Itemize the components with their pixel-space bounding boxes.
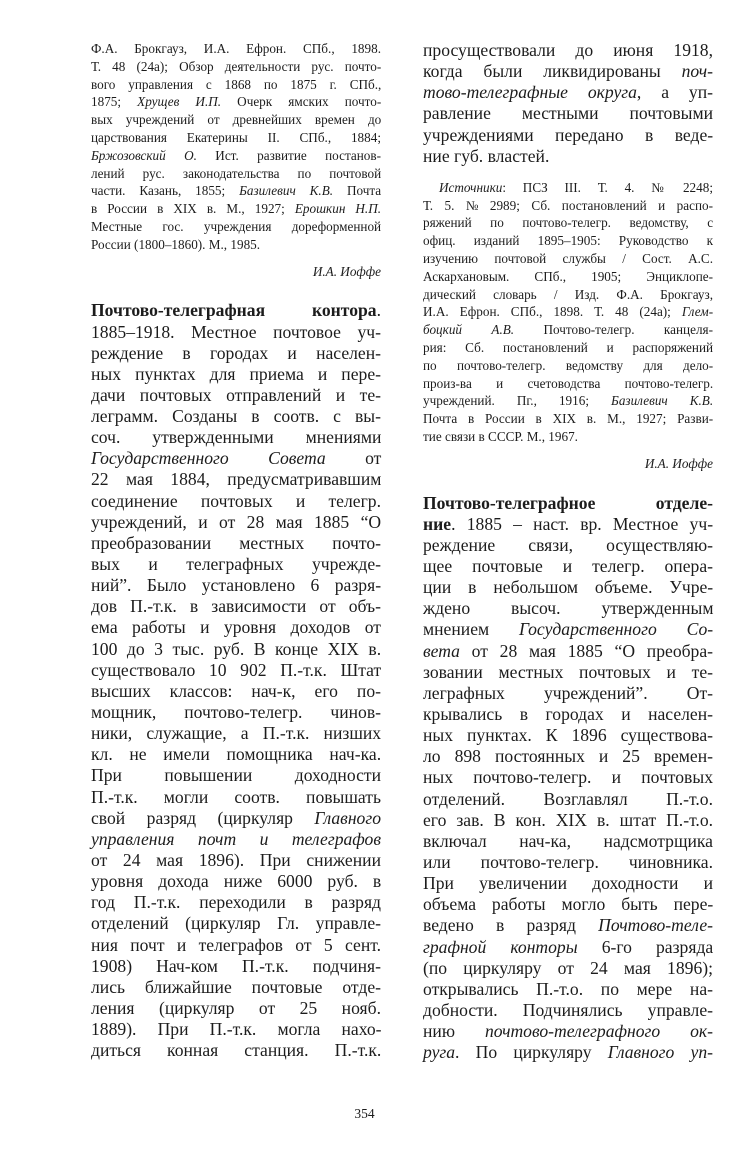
text-line [91,165,381,183]
text-line [423,82,713,103]
text-run: тие связи в СССР. М., 1967. [423,429,578,444]
text-run: учреждениями передано в веде- [423,124,714,145]
italic-text: управления почт и телеграфов [91,828,381,849]
text-line [423,598,713,619]
text-run: от [325,448,382,469]
text-line [423,619,713,640]
text-run: 1875; [91,94,138,110]
article-title: Почтово-телеграфная контора [91,300,377,321]
text-line [91,871,381,892]
text-run: . [376,300,381,321]
text-line [423,535,713,556]
text-run: дачи почтовых отправлений и те- [91,384,381,405]
text-run: преобразовании местных почто- [91,532,381,553]
left-column [91,40,381,1061]
text-line [423,125,713,146]
text-line [423,232,713,250]
text-run: царствования Екатерины II. СПб., 1884; [91,129,381,145]
text-line [91,596,381,617]
text-line [91,322,381,343]
article-continued [423,40,713,167]
italic-text: Ерошкин Н.П. [294,201,382,217]
text-line [423,197,713,215]
text-run: дов П.-т.к. в зависимости от объ- [91,596,381,617]
text-run: крывались в городах и населен- [423,704,713,724]
text-run: П.-т.к. могли соотв. повышать [91,786,381,807]
text-run: равление местными почтовыми [423,103,713,124]
text-run: кл. не имели помощника нач-ка. [91,744,382,765]
right-column [423,40,713,1063]
italic-text: Источники [439,179,503,195]
references-continued [91,40,381,254]
italic-text: руга [423,1042,456,1063]
text-run: соединение почтовых и телегр. [91,490,381,511]
text-run: объема работы могло быть пере- [423,894,714,915]
text-run: Почта в России в XIX в. М., 1927; Разви- [423,411,714,427]
text-line [91,58,381,76]
text-line [423,214,713,232]
text-run: от 28 мая 1885 “О преобра- [459,640,714,661]
text-run: ний”. Было установлено 6 разря- [91,575,382,596]
text-line [91,554,381,575]
text-run: ряжений по почтово-телегр. ведомству, с [423,215,714,231]
text-run: ждено высоч. утвержденным [423,598,714,619]
text-run: открывались П.-т.о. по мере на- [423,978,713,999]
text-line [423,375,713,393]
article-pochtovo-telegrafnoe-otdelenie [423,493,713,1064]
author-signature: И.А. Иоффе [312,263,381,279]
text-run: вых учреждений от древнейших времен до [91,112,382,128]
text-line [423,61,713,82]
author-signature: И.А. Иоффе [644,455,713,471]
italic-text: Государственного Совета [91,448,326,469]
text-run: уровня дохода ниже 6000 руб. в [91,871,382,892]
text-line [423,428,713,446]
text-line [423,556,713,577]
text-line [423,303,713,321]
text-run: 22 мая 1884, предусматривавшим [91,469,382,490]
text-run: нию [423,1021,485,1042]
italic-text: боцкий А.В. [423,322,515,338]
text-line [423,979,713,1000]
italic-text: Хрущев И.П. [137,94,222,110]
sources-list [423,179,713,446]
italic-text: Почтово-теле- [598,915,713,936]
text-run: 6-го разряда [577,936,714,957]
text-line [91,787,381,808]
text-line [91,147,381,165]
text-line [423,831,713,852]
text-line [423,810,713,831]
text-line [91,364,381,385]
text-line [423,103,713,124]
text-run: добности. Подчинялись управле- [423,999,713,1020]
text-line [423,146,713,167]
text-run: ники, служащие, а П.-т.к. низших [91,723,382,744]
text-line [423,493,713,514]
text-line [423,683,713,704]
text-line [423,392,713,410]
article-title: Почтово-телеграфное отделе- [423,492,713,513]
text-line [91,76,381,94]
text-line [91,512,381,533]
text-run: просуществовали до июня 1918, [423,40,713,60]
article-pochtovo-telegrafnaya-kontora [91,300,381,1061]
italic-text: Бржозовский О. [91,147,197,163]
text-run: ема работы и уровня доходов от [91,617,381,638]
text-line [423,1021,713,1042]
text-line [423,852,713,873]
text-run: учреждений, и от 28 мая 1885 “О [91,511,382,532]
text-run: леграмм. Созданы в соотв. с вы- [91,406,381,427]
text-run: леграфных учреждений”. От- [423,682,713,703]
text-line [423,339,713,357]
text-run: дический словарь / Изд. Ф.А. Брокгауз, [423,286,713,302]
italic-text: поч- [681,61,713,82]
text-run: 1889). При П.-т.к. могла нахо- [91,1019,382,1040]
text-line [91,575,381,596]
text-line [91,427,381,448]
text-run: , а уп- [636,82,713,103]
text-run: щее почтовые и телегр. опера- [423,556,713,577]
text-line [91,1040,381,1061]
italic-text: почтово-телеграфного ок- [484,1021,714,1042]
text-line [423,662,713,683]
text-line [91,236,381,254]
text-run: Почтово-телегр. канцеля- [514,322,713,338]
text-line [91,723,381,744]
text-run: Местные гос. учреждения дореформенной [91,218,382,234]
text-run: учреждений. Пг., 1916; [423,393,612,409]
text-run: И.А. Ефрон. СПб., 1898. Т. 48 (24а); [423,304,682,320]
italic-text: Главного [314,807,381,828]
text-run: ло 898 постоянных и 25 времен- [423,746,714,767]
text-run: рия: Сб. постановлений и распоряжений [423,340,714,356]
italic-text: Главного уп- [607,1042,713,1063]
text-run: Т. 48 (24а); Обзор деятельности рус. почто- [91,58,382,74]
text-line [423,873,713,894]
text-run: свой разряд (циркуляр [91,807,315,828]
text-line [91,93,381,111]
text-run: Т. 5. № 2989; Сб. постановлений и распо- [423,197,713,213]
text-run: диться конная станция. П.-т.к. [91,1040,382,1061]
text-run: 100 до 3 тыс. руб. В конце XIX в. [91,638,382,659]
text-run: Аскархановым. СПб., 1905; Энциклопе- [423,268,713,284]
text-run: При повышении доходности [91,765,381,786]
text-line [91,533,381,554]
text-run: ных почтово-телегр. и почтовых [423,767,713,788]
text-run: включал нач-ка, надсмотрщика [423,830,713,851]
text-run: офиц. изданий 1895–1905: Руководство к [423,233,713,249]
text-line [423,250,713,268]
text-line [91,111,381,129]
text-line [91,998,381,1019]
text-run: от 24 мая 1896). При снижении [91,850,381,871]
text-run: зовании местных почтовых и те- [423,661,713,682]
text-line [91,406,381,427]
italic-text: графной конторы [423,936,578,957]
text-line [423,321,713,339]
text-line [423,746,713,767]
text-line [423,268,713,286]
text-run: ных пунктах. К 1896 существова- [423,725,713,746]
text-line [423,1042,713,1063]
text-line [91,744,381,765]
text-run: мнением [423,619,520,640]
text-run: 1885–1918. Местное почтовое уч- [91,321,381,342]
text-run: в России в XIX в. М., 1927; [91,201,295,217]
text-run: отделений. Возглавлял П.-т.о. [423,788,713,809]
text-run: изучению почтовой службы / Сост. А.С. [423,251,714,267]
text-line [423,514,713,535]
text-run: лись ближайшие почтовые отде- [91,976,381,997]
text-line [91,639,381,660]
italic-text: Государственного Со- [519,619,714,640]
text-line [91,660,381,681]
text-run: вых и телеграфных учрежде- [91,554,381,575]
text-run: ведено в разряд [423,915,599,936]
page-number: 354 [354,1106,375,1121]
text-run: ния почт и телеграфов от 5 сент. [91,934,381,955]
text-line [91,385,381,406]
text-line [91,977,381,998]
text-line [423,357,713,375]
text-line [423,915,713,936]
text-line [91,343,381,364]
text-run: России (1800–1860). М., 1985. [91,236,261,252]
text-line [91,491,381,512]
text-run: лений рус. законодательства по почтовой [91,165,382,181]
text-line [91,200,381,218]
text-line [423,704,713,725]
text-line [423,958,713,979]
text-run: Ист. развитие постанов- [196,147,381,163]
text-line [91,129,381,147]
text-line [423,725,713,746]
text-line [91,935,381,956]
text-line [423,937,713,958]
text-run: Ф.А. Брокгауз, И.А. Ефрон. СПб., 1898. [91,41,381,56]
text-line [423,641,713,662]
text-run: . По циркуляру [455,1042,608,1063]
text-line [423,577,713,598]
text-run: или почтово-телегр. чиновника. [423,851,713,872]
text-line [91,40,381,58]
text-run: При увеличении доходности и [423,873,713,894]
article-title: ние [423,513,452,534]
text-run: соч. утвержденными мнениями [91,427,382,448]
text-line [91,829,381,850]
text-line [423,179,713,197]
text-line [91,702,381,723]
text-run: высших классов: нач-к, его по- [91,680,381,701]
text-run: когда были ликвидированы [423,61,682,82]
text-line [91,1019,381,1040]
text-run: ных пунктах для приема и пере- [91,363,381,384]
text-line [91,956,381,977]
text-line [91,218,381,236]
text-run: : ПСЗ III. Т. 4. № 2248; [502,179,713,195]
text-line [423,789,713,810]
text-line [423,286,713,304]
text-run: отделений (циркуляр Гл. управле- [91,913,381,934]
text-run: реждение связи, осуществляю- [423,534,713,555]
italic-text: Базилевич К.В. [611,393,714,409]
text-line [423,40,713,61]
italic-text: вета [423,640,460,661]
text-run: (по циркуляру от 24 мая 1896); [423,957,713,978]
text-run: части. Казань, 1855; [91,183,240,199]
text-run: Очерк ямских почто- [221,94,382,110]
text-run: вого управления с 1868 по 1875 г. СПб., [91,76,382,92]
text-run: произ-ва и счетоводства почтово-телегр. [423,375,714,391]
text-run: ции в небольшом объеме. Учре- [423,577,714,598]
text-line [423,410,713,428]
text-line [91,300,381,321]
text-line [423,767,713,788]
text-line [91,681,381,702]
text-run: ние губ. властей. [423,145,550,166]
text-line [91,850,381,871]
text-run: 1908) Нач-ком П.-т.к. подчиня- [91,955,381,976]
text-run: его зав. В кон. XIX в. штат П.-т.о. [423,809,714,830]
text-line [91,469,381,490]
text-line [91,448,381,469]
italic-text: Глем- [681,304,714,320]
text-run: год П.-т.к. переходили в разряд [91,892,381,913]
text-line [91,765,381,786]
text-line [91,617,381,638]
text-line [423,1000,713,1021]
text-run: Почта [333,183,382,199]
text-run: ления (циркуляр от 25 нояб. [91,998,381,1018]
text-run: реждение в городах и населен- [91,342,381,363]
text-run: по почтово-телегр. ведомству для дело- [423,357,714,373]
italic-text: Базилевич К.В. [239,183,334,199]
text-line [91,808,381,829]
text-line [91,892,381,913]
text-line [91,182,381,200]
text-run: существовало 10 902 П.-т.к. Штат [91,659,382,680]
italic-text: тово-телеграфные округа [423,82,637,103]
text-run: . 1885 – наст. вр. Местное уч- [451,513,714,534]
text-line [91,913,381,934]
text-line [423,894,713,915]
text-run: мощник, почтово-телегр. чинов- [91,702,381,723]
